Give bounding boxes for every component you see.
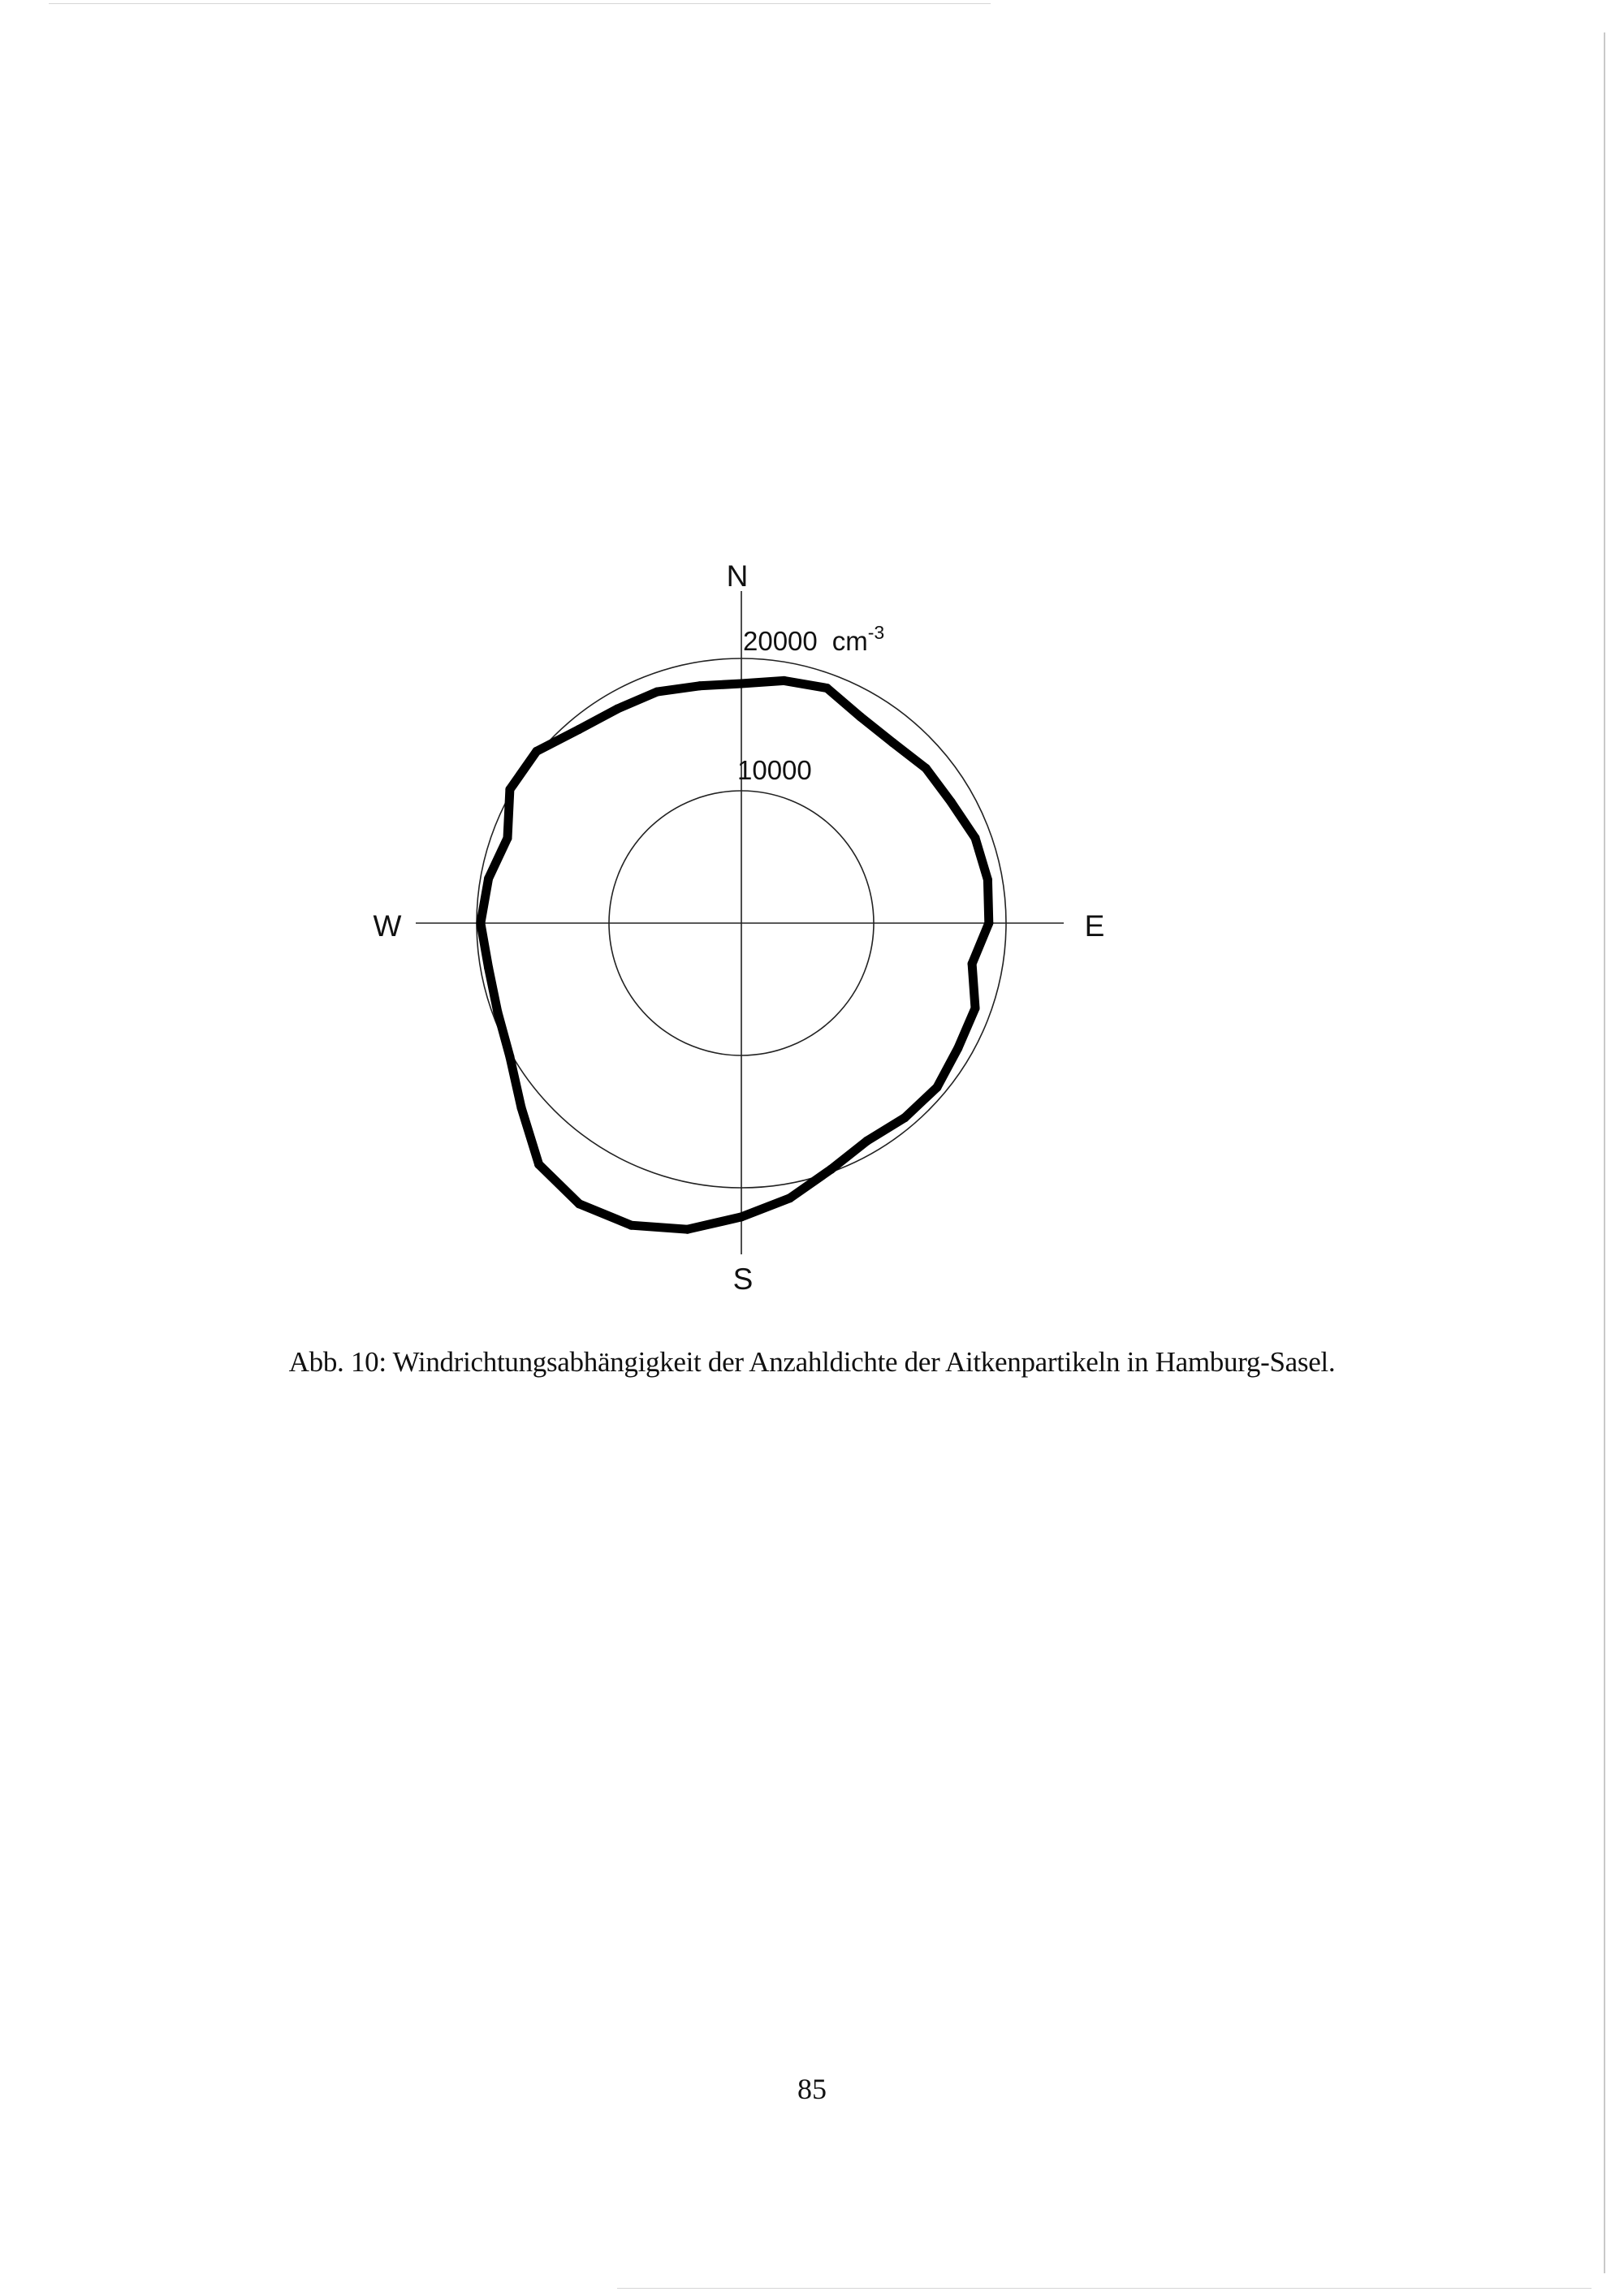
data-point-90	[984, 919, 993, 928]
data-point-220	[534, 1160, 543, 1169]
data-point-140	[901, 1113, 909, 1122]
data-point-270	[476, 919, 485, 928]
scan-edge-bottom	[617, 2288, 1592, 2289]
data-point-60	[947, 797, 956, 806]
data-point-300	[505, 785, 514, 794]
ring-label-outer-value: 20000	[743, 626, 818, 656]
data-point-240	[505, 1052, 514, 1061]
scan-edge-top	[49, 3, 991, 4]
ring-label-outer-unit: cm	[831, 626, 868, 656]
data-point-190	[683, 1225, 692, 1234]
ring-label-inner: 10000	[737, 755, 812, 785]
data-point-340	[653, 688, 662, 697]
compass-south-label: S	[732, 1262, 754, 1296]
figure-caption: Abb. 10: Windrichtungsabhängigkeit der Anzahldichte der Aitkenpartikeln in Hamburg-Sasel.	[288, 1346, 1336, 1378]
data-point-100	[968, 960, 977, 969]
data-point-330	[613, 705, 622, 714]
curve-group	[476, 676, 993, 1234]
data-point-30	[856, 712, 865, 721]
data-point-40	[888, 738, 897, 747]
data-point-0	[737, 680, 746, 688]
data-point-20	[823, 684, 831, 693]
page-number: 85	[797, 2073, 827, 2105]
data-point-130	[933, 1083, 942, 1092]
ring-label-outer-exponent: -3	[867, 622, 885, 643]
data-point-50	[922, 764, 931, 773]
ring-label-outer	[743, 622, 884, 656]
data-point-170	[785, 1193, 794, 1202]
data-point-110	[971, 1003, 980, 1012]
data-point-320	[574, 725, 583, 734]
data-point-210	[575, 1199, 584, 1208]
data-point-310	[532, 747, 541, 756]
data-point-230	[517, 1103, 526, 1112]
compass-east-label: E	[1084, 909, 1105, 943]
compass-north-label: N	[726, 559, 749, 593]
data-point-180	[737, 1212, 746, 1221]
data-point-350	[695, 681, 704, 690]
series-curve	[481, 680, 989, 1229]
data-point-250	[493, 1008, 502, 1016]
data-point-80	[983, 875, 992, 884]
data-point-70	[971, 834, 980, 843]
data-point-200	[627, 1221, 636, 1230]
data-point-290	[503, 834, 512, 843]
scan-edge-right	[1604, 32, 1605, 2273]
data-point-150	[862, 1137, 871, 1146]
data-point-260	[484, 963, 493, 972]
data-point-280	[484, 874, 493, 883]
data-point-160	[827, 1165, 836, 1174]
compass-west-label: W	[373, 909, 402, 943]
data-point-120	[953, 1044, 962, 1053]
axes-group	[416, 591, 1064, 1254]
data-point-10	[780, 676, 788, 685]
